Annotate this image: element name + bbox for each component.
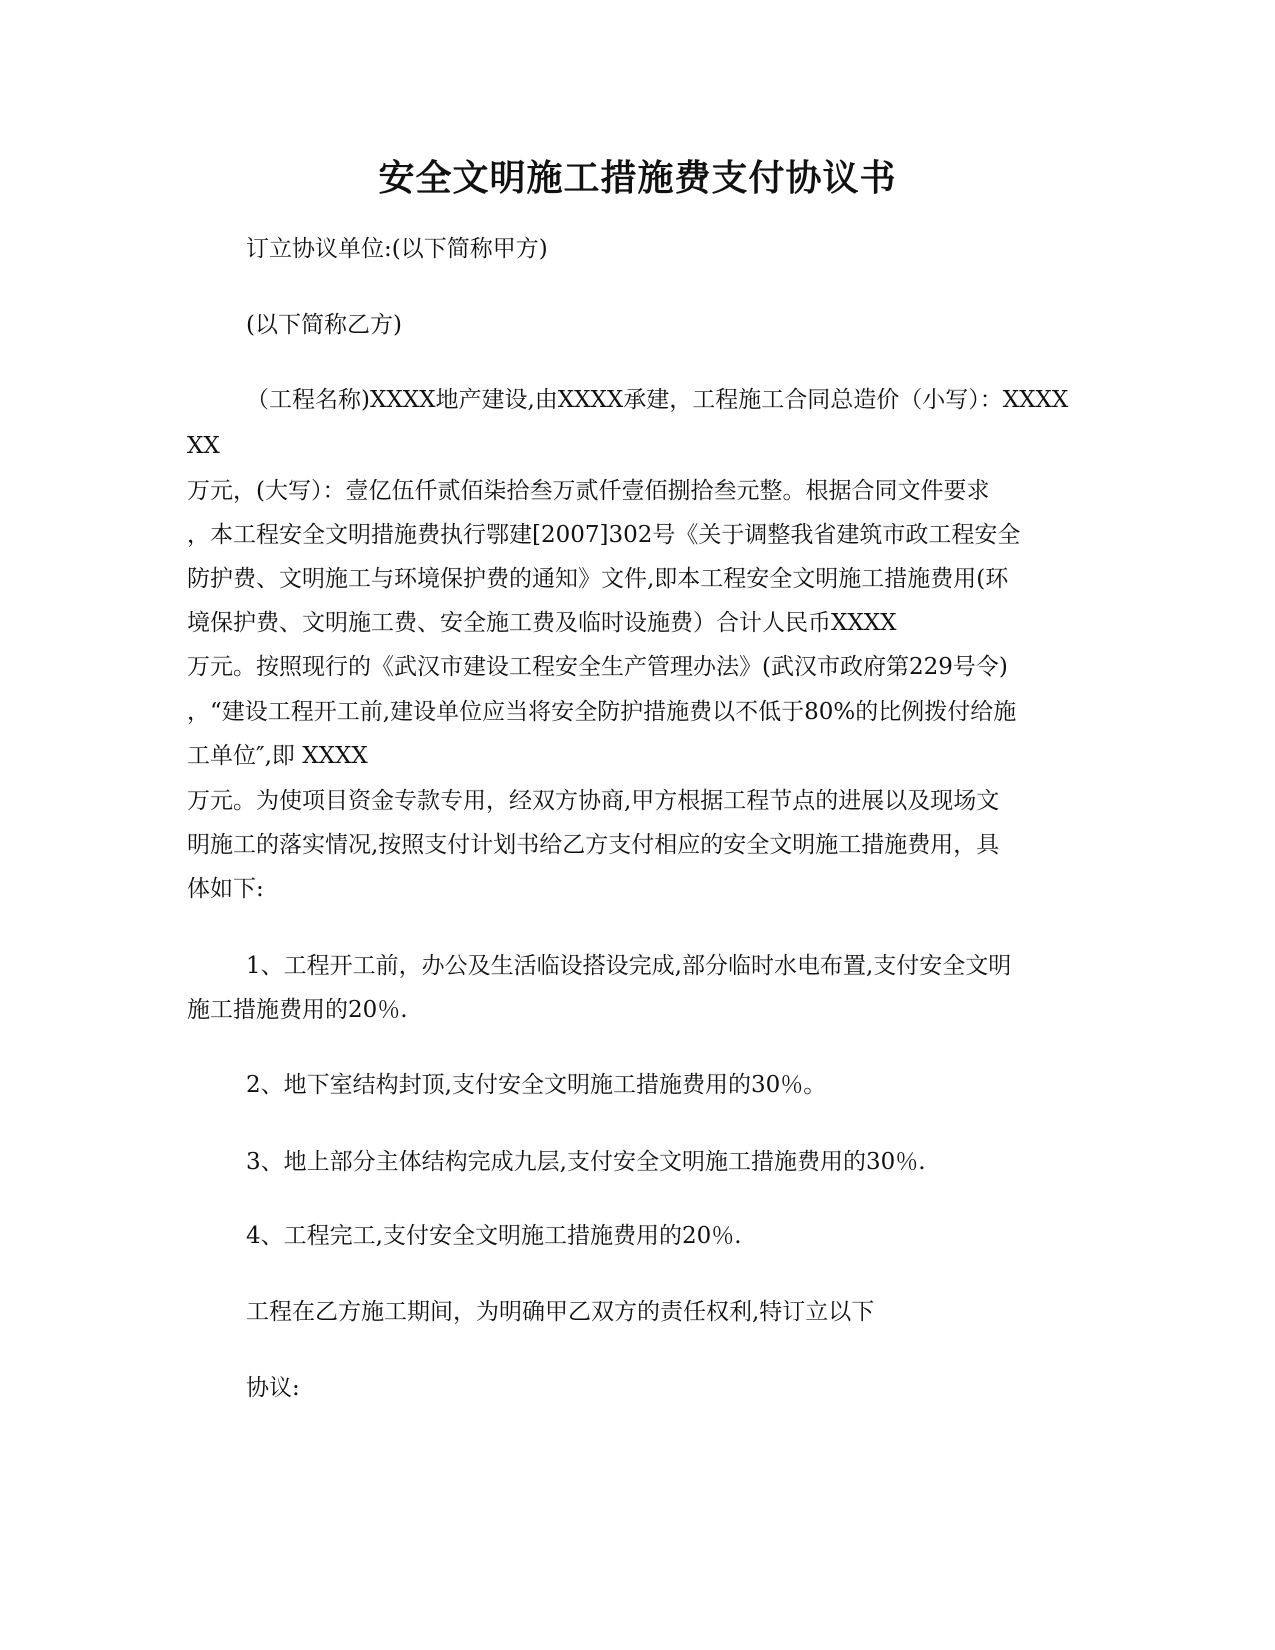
list-item-continuation: 施工措施费用的20％. bbox=[187, 997, 408, 1023]
body-line: 万元。按照现行的《武汉市建设工程安全生产管理办法》(武汉市政府第229号令) bbox=[187, 654, 1008, 680]
body-line: 工单位″,即 XXXX bbox=[187, 743, 368, 769]
body-line: 工程在乙方施工期间，为明确甲乙双方的责任权利,特订立以下 bbox=[246, 1299, 875, 1325]
list-item: 1、工程开工前，办公及生活临设搭设完成,部分临时水电布置,支付安全文明 bbox=[246, 953, 1012, 979]
body-line: XX bbox=[187, 433, 220, 459]
body-line: 防护费、文明施工与环境保护费的通知》文件,即本工程安全文明施工措施费用(环 bbox=[187, 566, 1009, 592]
party-b-line: (以下简称乙方) bbox=[246, 312, 402, 338]
body-line: 万元。为使项目资金专款专用，经双方协商,甲方根据工程节点的进展以及现场文 bbox=[187, 788, 1000, 814]
body-line: 境保护费、文明施工费、安全施工费及临时设施费）合计人民币XXXX bbox=[187, 610, 897, 636]
body-line: ，“建设工程开工前,建设单位应当将安全防护措施费以不低于80%的比例拨付给施 bbox=[187, 699, 1017, 725]
list-item: 4、工程完工,支付安全文明施工措施费用的20％. bbox=[246, 1223, 742, 1249]
party-a-line: 订立协议单位:(以下简称甲方) bbox=[246, 236, 548, 262]
body-line: 体如下: bbox=[187, 876, 264, 902]
list-item: 2、地下室结构封顶,支付安全文明施工措施费用的30％。 bbox=[246, 1072, 827, 1098]
document-title: 安全文明施工措施费支付协议书 bbox=[378, 157, 897, 199]
body-line: 万元，(大写）：壹亿伍仟贰佰柒拾叁万贰仟壹佰捌拾叁元整。根据合同文件要求 bbox=[187, 478, 990, 504]
body-line: 协议: bbox=[246, 1375, 300, 1401]
body-line: （工程名称)XXXX地产建设,由XXXX承建，工程施工合同总造价（小写）：XXXX bbox=[246, 387, 1069, 413]
body-line: ，本工程安全文明措施费执行鄂建[2007]302号《关于调整我省建筑市政工程安全 bbox=[187, 522, 1021, 548]
list-item: 3、地上部分主体结构完成九层,支付安全文明施工措施费用的30％. bbox=[246, 1149, 926, 1175]
body-line: 明施工的落实情况,按照支付计划书给乙方支付相应的安全文明施工措施费用，具 bbox=[187, 832, 1000, 858]
